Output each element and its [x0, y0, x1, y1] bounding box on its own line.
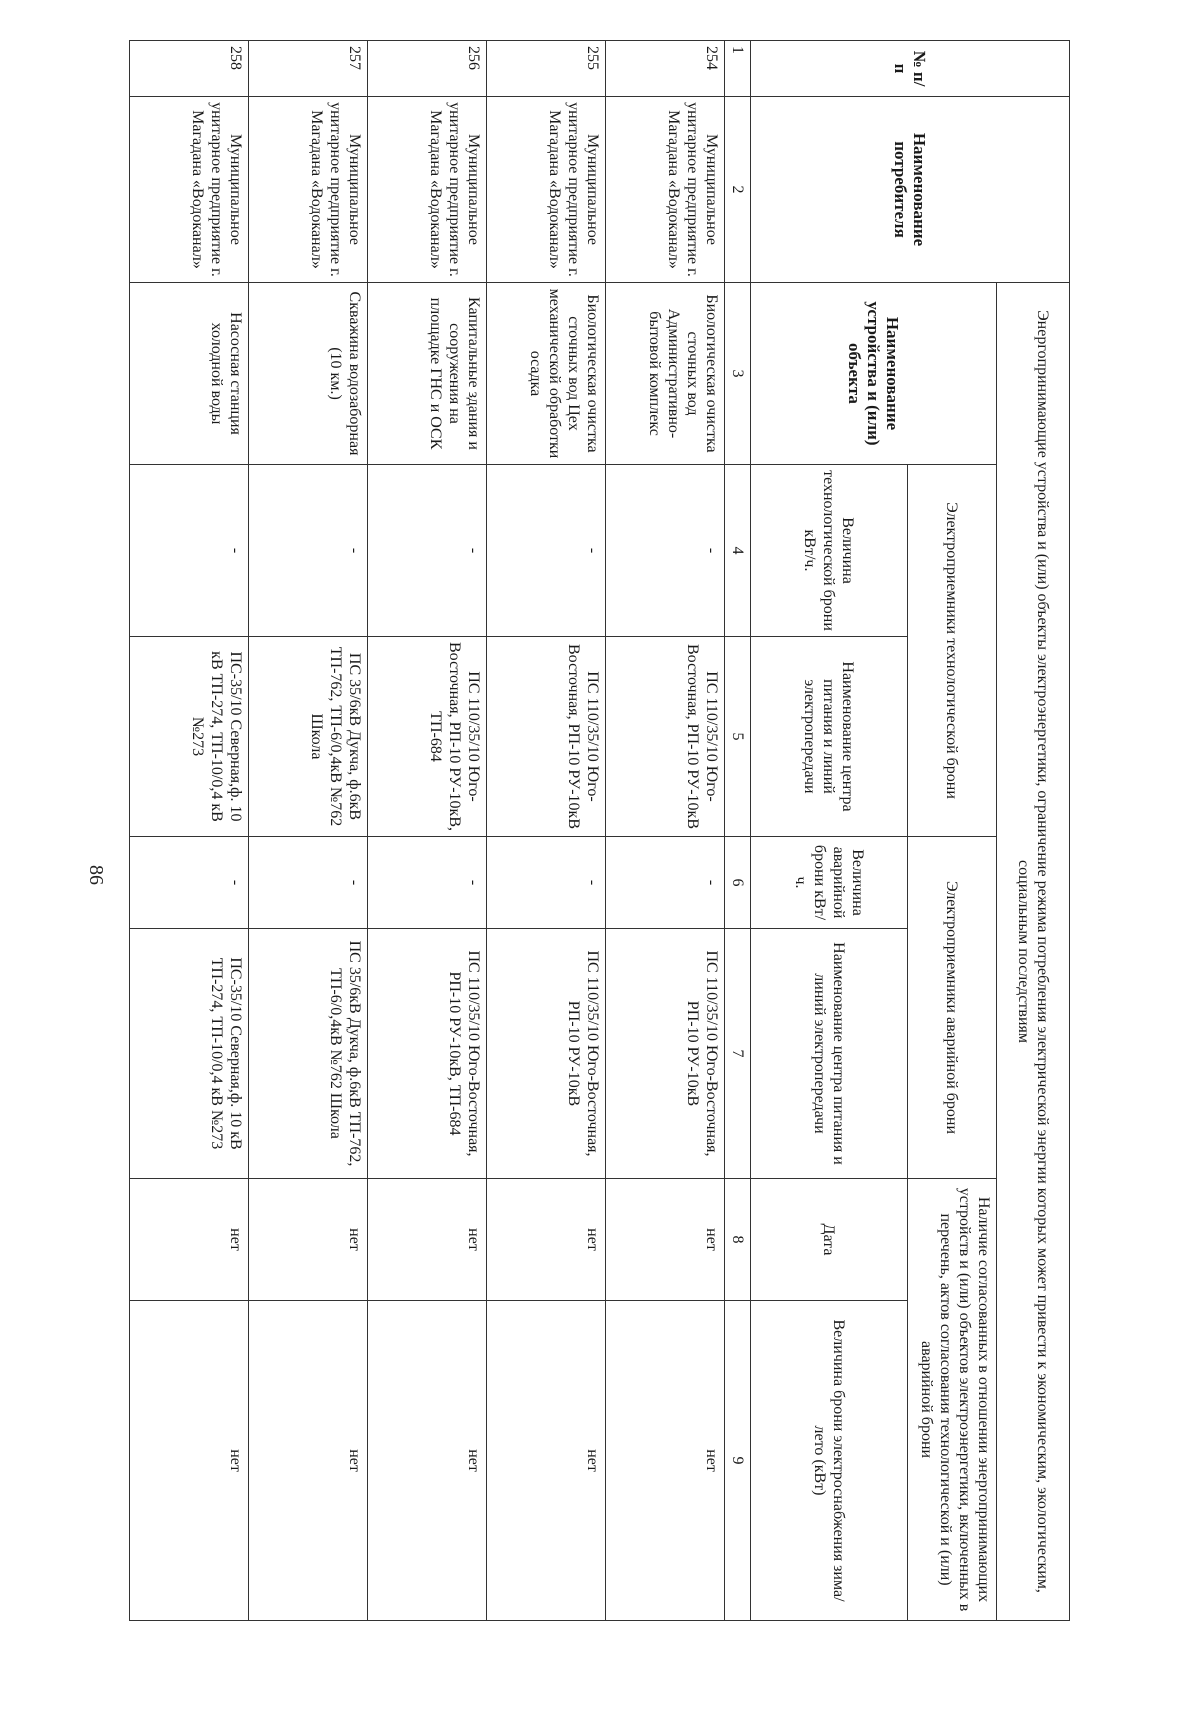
- header-emerg-center: Наименование центра питания и линий электропередачи: [751, 929, 908, 1179]
- cell-consumer: Муниципальное унитарное предприятие г. Магадана «Водоканал»: [249, 97, 368, 283]
- column-number: 3: [725, 283, 751, 465]
- cell-reserve-value: нет: [130, 1301, 249, 1621]
- cell-consumer: Муниципальное унитарное предприятие г. Магадана «Водоканал»: [606, 97, 725, 283]
- cell-emerg-value: -: [368, 837, 487, 929]
- cell-date: нет: [487, 1179, 606, 1301]
- cell-object: Насосная станция холодной воды: [130, 283, 249, 465]
- column-number: 5: [725, 637, 751, 837]
- cell-emerg-value: -: [130, 837, 249, 929]
- power-consumers-table: [129, 40, 1070, 1621]
- table-row: [130, 41, 249, 1621]
- cell-emerg-center: ПС 35/6кВ Дукча, ф.6кВ ТП-762, ТП-6/0,4кВ №762 Школа: [249, 929, 368, 1179]
- table-row: [249, 41, 368, 1621]
- cell-object: Капитальные здания и сооружения на площадке ГНС и ОСК: [368, 283, 487, 465]
- cell-emerg-value: -: [606, 837, 725, 929]
- cell-tech-center: ПС 110/35/10 Юго-Восточная, РП-10 РУ-10кВ: [487, 637, 606, 837]
- column-number: 2: [725, 97, 751, 283]
- cell-emerg-value: -: [249, 837, 368, 929]
- header-emerg-group: Электроприемники аварийной брони: [908, 837, 997, 1179]
- cell-emerg-center: ПС 110/35/10 Юго-Восточная, РП-10 РУ-10кВ: [487, 929, 606, 1179]
- header-tech-group: Электроприемники технологической брони: [908, 465, 997, 837]
- header-consumer: Наименование потребителя: [751, 97, 1070, 283]
- page-number: 86: [85, 865, 107, 885]
- cell-object: Биологическая очистка сточных вод Цех механической обработки осадка: [487, 283, 606, 465]
- cell-emerg-center: ПС-35/10 Северная,ф. 10 кВ ТП-274, ТП-10/0,4 кВ №273: [130, 929, 249, 1179]
- cell-emerg-center: ПС 110/35/10 Юго-Восточная, РП-10 РУ-10кВ: [606, 929, 725, 1179]
- header-number: № п/п: [751, 41, 1070, 97]
- cell-tech-value: -: [487, 465, 606, 637]
- cell-reserve-value: нет: [606, 1301, 725, 1621]
- column-number: 1: [725, 41, 751, 97]
- cell-number: 257: [249, 41, 368, 97]
- header-group-title: Энергопринимающие устройства и (или) объекты электроэнергетики, ограничение режима потребления электрической энергии которых может привести к экономическим, экологическим, социальным последствиям: [997, 283, 1070, 1621]
- column-number: 4: [725, 465, 751, 637]
- cell-object: Биологическая очистка сточных вод Административно-бытовой комплекс: [606, 283, 725, 465]
- cell-consumer: Муниципальное унитарное предприятие г. Магадана «Водоканал»: [130, 97, 249, 283]
- table-row: [368, 41, 487, 1621]
- header-reserve-value: Величина брони электроснабжения зима/лето (кВт): [751, 1301, 908, 1621]
- column-number: 9: [725, 1301, 751, 1621]
- cell-reserve-value: нет: [368, 1301, 487, 1621]
- cell-date: нет: [368, 1179, 487, 1301]
- column-number: 6: [725, 837, 751, 929]
- header-object: Наименование устройства и (или) объекта: [751, 283, 997, 465]
- cell-number: 256: [368, 41, 487, 97]
- cell-tech-value: -: [368, 465, 487, 637]
- header-emerg-value: Величина аварийной брони кВт/ч.: [751, 837, 908, 929]
- cell-tech-value: -: [130, 465, 249, 637]
- cell-date: нет: [249, 1179, 368, 1301]
- cell-tech-value: -: [606, 465, 725, 637]
- header-date: Дата: [751, 1179, 908, 1301]
- cell-tech-center: ПС 35/6кВ Дукча, ф.6кВ ТП-762, ТП-6/0,4кВ №762 Школа: [249, 637, 368, 837]
- cell-tech-value: -: [249, 465, 368, 637]
- table-row: [606, 41, 725, 1621]
- cell-tech-center: ПС 110/35/10 Юго-Восточная, РП-10 РУ-10кВ: [606, 637, 725, 837]
- header-tech-center: Наименование центра питания и линий электропередачи: [751, 637, 908, 837]
- cell-date: нет: [606, 1179, 725, 1301]
- cell-consumer: Муниципальное унитарное предприятие г. Магадана «Водоканал»: [368, 97, 487, 283]
- cell-date: нет: [130, 1179, 249, 1301]
- header-tech-value: Величина технологической брони кВт/ч.: [751, 465, 908, 637]
- cell-number: 254: [606, 41, 725, 97]
- column-number: 8: [725, 1179, 751, 1301]
- cell-emerg-center: ПС 110/35/10 Юго-Восточная, РП-10 РУ-10кВ, ТП-684: [368, 929, 487, 1179]
- rotated-table-container: [130, 40, 1070, 1620]
- cell-object: Скважина водозаборная (10 км.): [249, 283, 368, 465]
- cell-emerg-value: -: [487, 837, 606, 929]
- column-number: 7: [725, 929, 751, 1179]
- cell-reserve-value: нет: [249, 1301, 368, 1621]
- header-approval-group: Наличие согласованных в отношении энергопринимающих устройств и (или) объектов электроэнергетики, включенных в перечень, актов согласования технологической и (или) аварийной брони: [908, 1179, 997, 1621]
- cell-number: 255: [487, 41, 606, 97]
- cell-consumer: Муниципальное унитарное предприятие г. Магадана «Водоканал»: [487, 97, 606, 283]
- cell-number: 258: [130, 41, 249, 97]
- cell-tech-center: ПС-35/10 Северная,ф. 10 кВ ТП-274, ТП-10/0,4 кВ №273: [130, 637, 249, 837]
- cell-reserve-value: нет: [487, 1301, 606, 1621]
- table-row: [487, 41, 606, 1621]
- cell-tech-center: ПС 110/35/10 Юго-Восточная, РП-10 РУ-10кВ, ТП-684: [368, 637, 487, 837]
- column-number-row: [725, 41, 751, 1621]
